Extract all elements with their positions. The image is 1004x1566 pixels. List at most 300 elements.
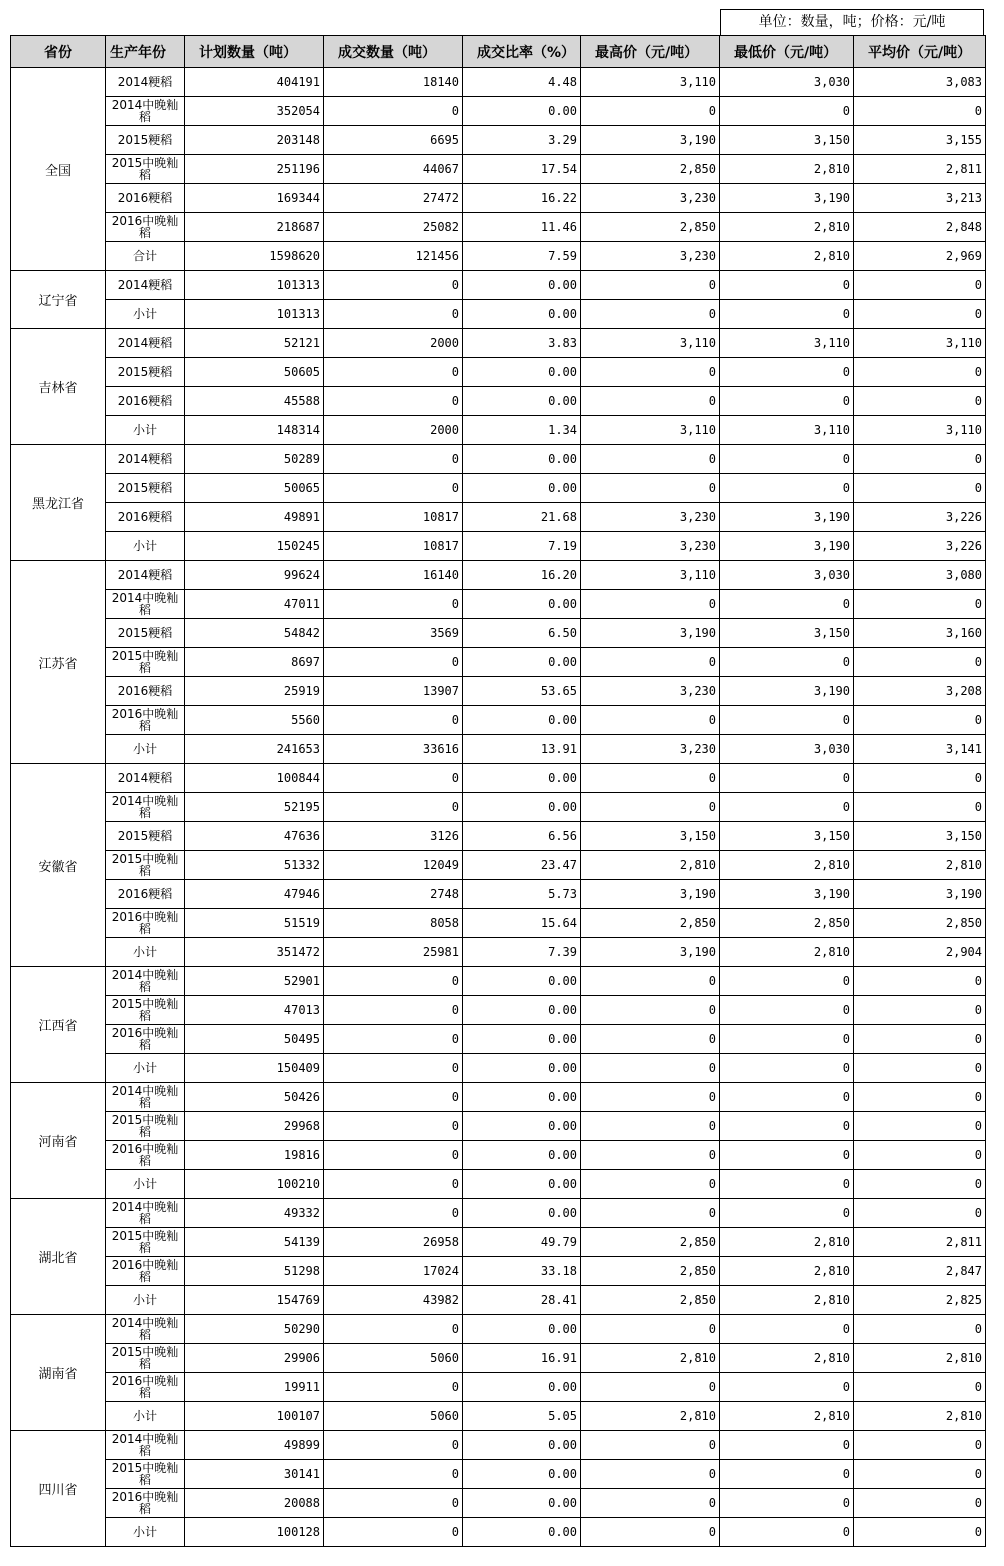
table-row — [11, 938, 986, 967]
trade-ratio-cell: 1.34 — [463, 416, 581, 445]
avg-price-cell: 3,213 — [854, 184, 986, 213]
table-row — [11, 532, 986, 561]
table-row — [11, 1257, 986, 1286]
min-price-cell: 0 — [720, 1315, 854, 1344]
table-row — [11, 155, 986, 184]
traded-qty-cell: 0 — [324, 1025, 463, 1054]
production-year-cell: 2015粳稻 — [106, 474, 185, 503]
production-year-cell: 小计 — [106, 735, 185, 764]
trade-ratio-cell: 0.00 — [463, 1518, 581, 1547]
header-max-price: 最高价（元/吨） — [581, 36, 720, 68]
trade-ratio-cell: 13.91 — [463, 735, 581, 764]
planned-qty-cell: 30141 — [185, 1460, 324, 1489]
traded-qty-cell: 16140 — [324, 561, 463, 590]
min-price-cell: 3,030 — [720, 68, 854, 97]
min-price-cell: 0 — [720, 793, 854, 822]
avg-price-cell: 0 — [854, 358, 986, 387]
max-price-cell: 0 — [581, 648, 720, 677]
min-price-cell: 2,810 — [720, 1257, 854, 1286]
planned-qty-cell: 52901 — [185, 967, 324, 996]
trade-ratio-cell: 49.79 — [463, 1228, 581, 1257]
planned-qty-cell: 203148 — [185, 126, 324, 155]
traded-qty-cell: 8058 — [324, 909, 463, 938]
unit-row — [10, 9, 984, 35]
avg-price-cell: 3,080 — [854, 561, 986, 590]
avg-price-cell: 0 — [854, 1141, 986, 1170]
production-year-cell: 2015中晚籼稻 — [106, 996, 185, 1025]
avg-price-cell: 3,190 — [854, 880, 986, 909]
traded-qty-cell: 18140 — [324, 68, 463, 97]
planned-qty-cell: 29968 — [185, 1112, 324, 1141]
min-price-cell: 3,190 — [720, 880, 854, 909]
planned-qty-cell: 25919 — [185, 677, 324, 706]
min-price-cell: 0 — [720, 1199, 854, 1228]
planned-qty-cell: 54842 — [185, 619, 324, 648]
max-price-cell: 3,230 — [581, 735, 720, 764]
traded-qty-cell: 3569 — [324, 619, 463, 648]
trade-ratio-cell: 0.00 — [463, 967, 581, 996]
max-price-cell: 0 — [581, 764, 720, 793]
trade-ratio-cell: 0.00 — [463, 1199, 581, 1228]
planned-qty-cell: 51298 — [185, 1257, 324, 1286]
max-price-cell: 0 — [581, 1489, 720, 1518]
trade-ratio-cell: 0.00 — [463, 445, 581, 474]
traded-qty-cell: 17024 — [324, 1257, 463, 1286]
table-row — [11, 706, 986, 735]
table-row — [11, 1344, 986, 1373]
traded-qty-cell: 0 — [324, 1431, 463, 1460]
max-price-cell: 0 — [581, 793, 720, 822]
trade-ratio-cell: 0.00 — [463, 1373, 581, 1402]
header-planned-qty: 计划数量（吨） — [185, 36, 324, 68]
planned-qty-cell: 51332 — [185, 851, 324, 880]
traded-qty-cell: 2000 — [324, 416, 463, 445]
avg-price-cell: 0 — [854, 387, 986, 416]
avg-price-cell: 0 — [854, 1199, 986, 1228]
trade-ratio-cell: 0.00 — [463, 1170, 581, 1199]
planned-qty-cell: 100210 — [185, 1170, 324, 1199]
table-row — [11, 677, 986, 706]
province-cell: 湖南省 — [11, 1315, 106, 1431]
production-year-cell: 2015中晚籼稻 — [106, 648, 185, 677]
trade-ratio-cell: 6.56 — [463, 822, 581, 851]
table-row — [11, 213, 986, 242]
production-year-cell: 2015中晚籼稻 — [106, 1460, 185, 1489]
avg-price-cell: 0 — [854, 1054, 986, 1083]
planned-qty-cell: 101313 — [185, 300, 324, 329]
table-row — [11, 503, 986, 532]
planned-qty-cell: 352054 — [185, 97, 324, 126]
table-row — [11, 561, 986, 590]
min-price-cell: 0 — [720, 648, 854, 677]
max-price-cell: 0 — [581, 1141, 720, 1170]
avg-price-cell: 3,150 — [854, 822, 986, 851]
traded-qty-cell: 10817 — [324, 503, 463, 532]
avg-price-cell: 2,847 — [854, 1257, 986, 1286]
table-row — [11, 1054, 986, 1083]
trade-ratio-cell: 3.29 — [463, 126, 581, 155]
avg-price-cell: 3,208 — [854, 677, 986, 706]
traded-qty-cell: 0 — [324, 387, 463, 416]
table-row — [11, 851, 986, 880]
avg-price-cell: 0 — [854, 1112, 986, 1141]
traded-qty-cell: 0 — [324, 1054, 463, 1083]
production-year-cell: 2016粳稻 — [106, 880, 185, 909]
max-price-cell: 0 — [581, 1460, 720, 1489]
min-price-cell: 3,190 — [720, 677, 854, 706]
max-price-cell: 3,230 — [581, 532, 720, 561]
traded-qty-cell: 0 — [324, 474, 463, 503]
min-price-cell: 2,810 — [720, 1402, 854, 1431]
avg-price-cell: 3,160 — [854, 619, 986, 648]
trade-ratio-cell: 7.59 — [463, 242, 581, 271]
table-row — [11, 1228, 986, 1257]
traded-qty-cell: 0 — [324, 1373, 463, 1402]
header-trade-ratio: 成交比率（%） — [463, 36, 581, 68]
traded-qty-cell: 0 — [324, 967, 463, 996]
table-row — [11, 735, 986, 764]
table-row — [11, 880, 986, 909]
max-price-cell: 0 — [581, 1373, 720, 1402]
production-year-cell: 2014中晚籼稻 — [106, 793, 185, 822]
min-price-cell: 0 — [720, 358, 854, 387]
province-cell: 吉林省 — [11, 329, 106, 445]
production-year-cell: 小计 — [106, 300, 185, 329]
min-price-cell: 0 — [720, 1431, 854, 1460]
planned-qty-cell: 5560 — [185, 706, 324, 735]
planned-qty-cell: 50289 — [185, 445, 324, 474]
trade-ratio-cell: 0.00 — [463, 1112, 581, 1141]
traded-qty-cell: 0 — [324, 1170, 463, 1199]
trade-ratio-cell: 7.39 — [463, 938, 581, 967]
traded-qty-cell: 43982 — [324, 1286, 463, 1315]
avg-price-cell: 0 — [854, 1431, 986, 1460]
traded-qty-cell: 33616 — [324, 735, 463, 764]
planned-qty-cell: 99624 — [185, 561, 324, 590]
traded-qty-cell: 6695 — [324, 126, 463, 155]
max-price-cell: 0 — [581, 1083, 720, 1112]
avg-price-cell: 0 — [854, 474, 986, 503]
table-row — [11, 619, 986, 648]
traded-qty-cell: 27472 — [324, 184, 463, 213]
table-row — [11, 967, 986, 996]
max-price-cell: 3,190 — [581, 619, 720, 648]
trade-ratio-cell: 0.00 — [463, 474, 581, 503]
avg-price-cell: 0 — [854, 648, 986, 677]
table-row — [11, 1199, 986, 1228]
min-price-cell: 0 — [720, 764, 854, 793]
traded-qty-cell: 0 — [324, 1518, 463, 1547]
table-row — [11, 358, 986, 387]
province-cell: 四川省 — [11, 1431, 106, 1547]
production-year-cell: 小计 — [106, 532, 185, 561]
table-row — [11, 126, 986, 155]
traded-qty-cell: 12049 — [324, 851, 463, 880]
planned-qty-cell: 150409 — [185, 1054, 324, 1083]
avg-price-cell: 0 — [854, 445, 986, 474]
avg-price-cell: 0 — [854, 967, 986, 996]
trade-ratio-cell: 0.00 — [463, 590, 581, 619]
production-year-cell: 小计 — [106, 1518, 185, 1547]
production-year-cell: 2015中晚籼稻 — [106, 1344, 185, 1373]
production-year-cell: 2014中晚籼稻 — [106, 1315, 185, 1344]
planned-qty-cell: 47011 — [185, 590, 324, 619]
traded-qty-cell: 26958 — [324, 1228, 463, 1257]
header-traded-qty: 成交数量（吨） — [324, 36, 463, 68]
production-year-cell: 2014粳稻 — [106, 329, 185, 358]
trade-ratio-cell: 21.68 — [463, 503, 581, 532]
planned-qty-cell: 8697 — [185, 648, 324, 677]
production-year-cell: 2016中晚籼稻 — [106, 1489, 185, 1518]
production-year-cell: 小计 — [106, 1286, 185, 1315]
production-year-cell: 2016中晚籼稻 — [106, 1373, 185, 1402]
table-row — [11, 1402, 986, 1431]
avg-price-cell: 0 — [854, 1518, 986, 1547]
trade-ratio-cell: 33.18 — [463, 1257, 581, 1286]
max-price-cell: 2,850 — [581, 213, 720, 242]
trade-ratio-cell: 16.22 — [463, 184, 581, 213]
avg-price-cell: 0 — [854, 996, 986, 1025]
table-row — [11, 445, 986, 474]
table-row — [11, 97, 986, 126]
province-cell: 江苏省 — [11, 561, 106, 764]
trade-ratio-cell: 0.00 — [463, 1460, 581, 1489]
province-cell: 黑龙江省 — [11, 445, 106, 561]
planned-qty-cell: 50065 — [185, 474, 324, 503]
min-price-cell: 3,190 — [720, 532, 854, 561]
avg-price-cell: 0 — [854, 590, 986, 619]
trade-ratio-cell: 0.00 — [463, 1025, 581, 1054]
trade-ratio-cell: 6.50 — [463, 619, 581, 648]
max-price-cell: 2,810 — [581, 851, 720, 880]
traded-qty-cell: 10817 — [324, 532, 463, 561]
province-cell: 湖北省 — [11, 1199, 106, 1315]
trade-ratio-cell: 0.00 — [463, 793, 581, 822]
production-year-cell: 2016中晚籼稻 — [106, 1257, 185, 1286]
trade-ratio-cell: 0.00 — [463, 648, 581, 677]
avg-price-cell: 0 — [854, 300, 986, 329]
table-row — [11, 1315, 986, 1344]
max-price-cell: 0 — [581, 1315, 720, 1344]
min-price-cell: 2,810 — [720, 1228, 854, 1257]
planned-qty-cell: 100844 — [185, 764, 324, 793]
avg-price-cell: 0 — [854, 764, 986, 793]
max-price-cell: 0 — [581, 1054, 720, 1083]
trade-ratio-cell: 0.00 — [463, 300, 581, 329]
min-price-cell: 2,810 — [720, 242, 854, 271]
production-year-cell: 小计 — [106, 1054, 185, 1083]
planned-qty-cell: 19816 — [185, 1141, 324, 1170]
traded-qty-cell: 0 — [324, 764, 463, 793]
traded-qty-cell: 0 — [324, 1141, 463, 1170]
table-row — [11, 387, 986, 416]
table-row — [11, 590, 986, 619]
trade-ratio-cell: 0.00 — [463, 1141, 581, 1170]
table-row — [11, 474, 986, 503]
table-row — [11, 648, 986, 677]
avg-price-cell: 0 — [854, 1489, 986, 1518]
table-row — [11, 1112, 986, 1141]
planned-qty-cell: 47636 — [185, 822, 324, 851]
min-price-cell: 0 — [720, 1489, 854, 1518]
traded-qty-cell: 2748 — [324, 880, 463, 909]
trade-ratio-cell: 3.83 — [463, 329, 581, 358]
table-row — [11, 1489, 986, 1518]
trade-ratio-cell: 0.00 — [463, 1489, 581, 1518]
trade-ratio-cell: 0.00 — [463, 706, 581, 735]
traded-qty-cell: 0 — [324, 648, 463, 677]
trade-ratio-cell: 0.00 — [463, 1431, 581, 1460]
production-year-cell: 2016中晚籼稻 — [106, 1025, 185, 1054]
production-year-cell: 2016中晚籼稻 — [106, 213, 185, 242]
trade-ratio-cell: 28.41 — [463, 1286, 581, 1315]
production-year-cell: 2015粳稻 — [106, 619, 185, 648]
min-price-cell: 2,810 — [720, 1286, 854, 1315]
table-row — [11, 1170, 986, 1199]
min-price-cell: 2,810 — [720, 155, 854, 184]
max-price-cell: 3,190 — [581, 126, 720, 155]
traded-qty-cell: 0 — [324, 1112, 463, 1141]
traded-qty-cell: 3126 — [324, 822, 463, 851]
min-price-cell: 3,030 — [720, 735, 854, 764]
production-year-cell: 2014中晚籼稻 — [106, 590, 185, 619]
table-row — [11, 184, 986, 213]
min-price-cell: 0 — [720, 271, 854, 300]
production-year-cell: 2015中晚籼稻 — [106, 155, 185, 184]
table-body — [11, 68, 986, 1547]
traded-qty-cell: 5060 — [324, 1402, 463, 1431]
avg-price-cell: 3,141 — [854, 735, 986, 764]
production-year-cell: 小计 — [106, 938, 185, 967]
min-price-cell: 2,810 — [720, 213, 854, 242]
avg-price-cell: 0 — [854, 271, 986, 300]
production-year-cell: 小计 — [106, 416, 185, 445]
max-price-cell: 0 — [581, 1025, 720, 1054]
max-price-cell: 2,810 — [581, 1344, 720, 1373]
table-row — [11, 1518, 986, 1547]
min-price-cell: 0 — [720, 967, 854, 996]
min-price-cell: 0 — [720, 97, 854, 126]
max-price-cell: 3,230 — [581, 503, 720, 532]
table-row — [11, 1460, 986, 1489]
traded-qty-cell: 0 — [324, 300, 463, 329]
trade-ratio-cell: 16.91 — [463, 1344, 581, 1373]
planned-qty-cell: 51519 — [185, 909, 324, 938]
province-cell: 安徽省 — [11, 764, 106, 967]
production-year-cell: 2014中晚籼稻 — [106, 1199, 185, 1228]
avg-price-cell: 2,811 — [854, 155, 986, 184]
avg-price-cell: 0 — [854, 1373, 986, 1402]
traded-qty-cell: 5060 — [324, 1344, 463, 1373]
min-price-cell: 0 — [720, 1170, 854, 1199]
min-price-cell: 3,030 — [720, 561, 854, 590]
production-year-cell: 2014粳稻 — [106, 445, 185, 474]
max-price-cell: 0 — [581, 1518, 720, 1547]
production-year-cell: 2016中晚籼稻 — [106, 706, 185, 735]
trade-ratio-cell: 0.00 — [463, 1083, 581, 1112]
table-row — [11, 271, 986, 300]
production-year-cell: 2014粳稻 — [106, 561, 185, 590]
planned-qty-cell: 251196 — [185, 155, 324, 184]
trade-ratio-cell: 0.00 — [463, 387, 581, 416]
min-price-cell: 0 — [720, 1460, 854, 1489]
traded-qty-cell: 0 — [324, 996, 463, 1025]
planned-qty-cell: 49899 — [185, 1431, 324, 1460]
max-price-cell: 3,230 — [581, 242, 720, 271]
planned-qty-cell: 19911 — [185, 1373, 324, 1402]
planned-qty-cell: 47013 — [185, 996, 324, 1025]
avg-price-cell: 2,848 — [854, 213, 986, 242]
avg-price-cell: 3,226 — [854, 503, 986, 532]
table-row — [11, 1431, 986, 1460]
planned-qty-cell: 47946 — [185, 880, 324, 909]
min-price-cell: 3,150 — [720, 619, 854, 648]
production-year-cell: 2015粳稻 — [106, 358, 185, 387]
avg-price-cell: 2,825 — [854, 1286, 986, 1315]
table-row — [11, 1025, 986, 1054]
trade-ratio-cell: 0.00 — [463, 97, 581, 126]
traded-qty-cell: 0 — [324, 445, 463, 474]
production-year-cell: 2015中晚籼稻 — [106, 1112, 185, 1141]
province-cell: 江西省 — [11, 967, 106, 1083]
min-price-cell: 0 — [720, 300, 854, 329]
province-cell: 辽宁省 — [11, 271, 106, 329]
trade-ratio-cell: 5.73 — [463, 880, 581, 909]
header-row — [11, 36, 986, 68]
table-row — [11, 1286, 986, 1315]
max-price-cell: 0 — [581, 300, 720, 329]
min-price-cell: 0 — [720, 445, 854, 474]
avg-price-cell: 3,083 — [854, 68, 986, 97]
production-year-cell: 2016粳稻 — [106, 677, 185, 706]
traded-qty-cell: 2000 — [324, 329, 463, 358]
traded-qty-cell: 25981 — [324, 938, 463, 967]
avg-price-cell: 2,810 — [854, 1344, 986, 1373]
min-price-cell: 0 — [720, 1141, 854, 1170]
min-price-cell: 0 — [720, 1025, 854, 1054]
table-row — [11, 68, 986, 97]
production-year-cell: 合计 — [106, 242, 185, 271]
planned-qty-cell: 50290 — [185, 1315, 324, 1344]
production-year-cell: 2014粳稻 — [106, 68, 185, 97]
planned-qty-cell: 49332 — [185, 1199, 324, 1228]
header-avg-price: 平均价（元/吨） — [854, 36, 986, 68]
trade-ratio-cell: 0.00 — [463, 358, 581, 387]
table-row — [11, 996, 986, 1025]
production-year-cell: 2014中晚籼稻 — [106, 1431, 185, 1460]
max-price-cell: 2,850 — [581, 155, 720, 184]
min-price-cell: 0 — [720, 996, 854, 1025]
traded-qty-cell: 0 — [324, 590, 463, 619]
planned-qty-cell: 241653 — [185, 735, 324, 764]
max-price-cell: 2,850 — [581, 1228, 720, 1257]
trade-ratio-cell: 0.00 — [463, 1054, 581, 1083]
max-price-cell: 0 — [581, 1170, 720, 1199]
min-price-cell: 0 — [720, 1373, 854, 1402]
max-price-cell: 3,110 — [581, 416, 720, 445]
max-price-cell: 0 — [581, 474, 720, 503]
planned-qty-cell: 150245 — [185, 532, 324, 561]
traded-qty-cell: 0 — [324, 271, 463, 300]
min-price-cell: 3,190 — [720, 503, 854, 532]
max-price-cell: 3,190 — [581, 938, 720, 967]
max-price-cell: 3,110 — [581, 68, 720, 97]
table-row — [11, 300, 986, 329]
planned-qty-cell: 50605 — [185, 358, 324, 387]
max-price-cell: 3,150 — [581, 822, 720, 851]
production-year-cell: 2014中晚籼稻 — [106, 1083, 185, 1112]
planned-qty-cell: 148314 — [185, 416, 324, 445]
